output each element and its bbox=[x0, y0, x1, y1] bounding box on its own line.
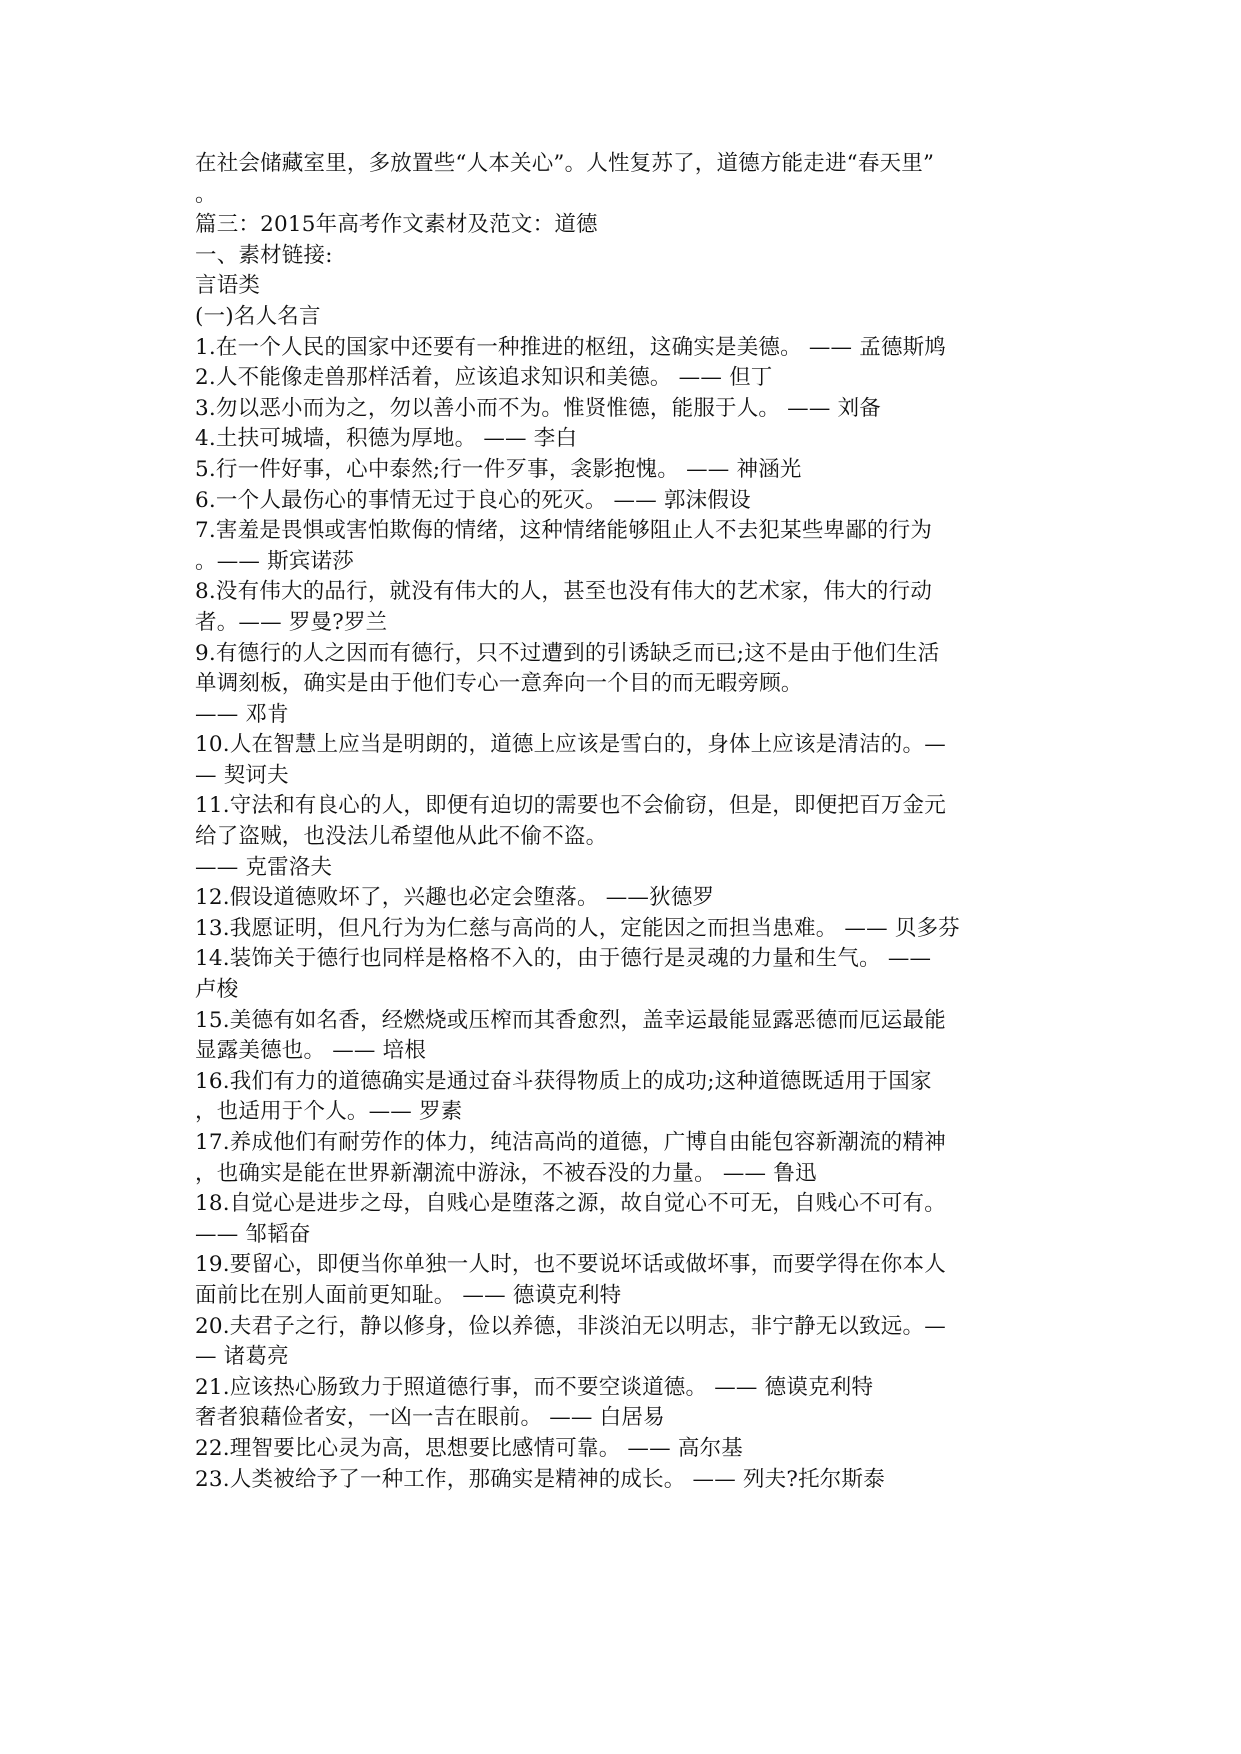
text-line: 面前比在别人面前更知耻。 —— 德谟克利特 bbox=[195, 1282, 622, 1308]
text-line: 23.人类被给予了一种工作，那确实是精神的成长。 —— 列夫?托尔斯泰 bbox=[195, 1466, 885, 1492]
text-line: ，也确实是能在世界新潮流中游泳，不被吞没的力量。 —— 鲁迅 bbox=[195, 1160, 817, 1186]
text-line: 20.夫君子之行，静以修身，俭以养德，非淡泊无以明志，非宁静无以致远。— bbox=[195, 1313, 946, 1339]
text-line: 显露美德也。 —— 培根 bbox=[195, 1038, 427, 1064]
text-line: 19.要留心，即便当你单独一人时，也不要说坏话或做坏事，而要学得在你本人 bbox=[195, 1252, 946, 1278]
text-line: 6.一个人最伤心的事情无过于良心的死灭。 —— 郭沫假设 bbox=[195, 487, 751, 513]
text-line: 22.理智要比心灵为高，思想要比感情可靠。 —— 高尔基 bbox=[195, 1435, 743, 1461]
text-line: 4.土扶可城墙，积德为厚地。 —— 李白 bbox=[195, 426, 578, 452]
text-line: 3.勿以恶小而为之，勿以善小而不为。惟贤惟德，能服于人。 —— 刘备 bbox=[195, 395, 881, 421]
text-line: 8.没有伟大的品行，就没有伟大的人，甚至也没有伟大的艺术家，伟大的行动 bbox=[195, 579, 933, 605]
text-line: 13.我愿证明，但凡行为为仁慈与高尚的人，定能因之而担当患难。 —— 贝多芬 bbox=[195, 915, 960, 941]
text-line: 一、素材链接: bbox=[195, 242, 333, 268]
text-line: 卢梭 bbox=[195, 977, 239, 1003]
text-line: 给了盗贼，也没法儿希望他从此不偷不盗。 bbox=[195, 824, 608, 850]
text-line: 篇三：2015年高考作文素材及范文：道德 bbox=[195, 212, 598, 238]
text-line: 15.美德有如名香，经燃烧或压榨而其香愈烈，盖幸运最能显露恶德而厄运最能 bbox=[195, 1007, 946, 1033]
text-line: 18.自觉心是进步之母，自贱心是堕落之源，故自觉心不可无，自贱心不可有。 bbox=[195, 1191, 946, 1217]
text-line: 11.守法和有良心的人，即便有迫切的需要也不会偷窃，但是，即便把百万金元 bbox=[195, 793, 946, 819]
text-line: 10.人在智慧上应当是明朗的，道德上应该是雪白的，身体上应该是清洁的。— bbox=[195, 732, 946, 758]
text-line: 16.我们有力的道德确实是通过奋斗获得物质上的成功;这种道德既适用于国家 bbox=[195, 1068, 932, 1094]
text-line: 2.人不能像走兽那样活着，应该追求知识和美德。 —— 但丁 bbox=[195, 365, 773, 391]
text-line: 。 bbox=[195, 181, 217, 207]
text-line: ，也适用于个人。—— 罗素 bbox=[195, 1099, 463, 1125]
text-line: — 诸葛亮 bbox=[195, 1344, 289, 1370]
text-line: 单调刻板，确实是由于他们专心一意奔向一个目的而无暇旁顾。 bbox=[195, 671, 803, 697]
text-line: — 契诃夫 bbox=[195, 762, 289, 788]
text-line: 17.养成他们有耐劳作的体力，纯洁高尚的道德，广博自由能包容新潮流的精神 bbox=[195, 1130, 946, 1155]
text-line: —— 邓肯 bbox=[195, 701, 289, 727]
text-line: —— 克雷洛夫 bbox=[195, 854, 333, 880]
text-line: 14.装饰关于德行也同样是格格不入的，由于德行是灵魂的力量和生气。 —— bbox=[195, 946, 932, 972]
text-line: 9.有德行的人之因而有德行，只不过遭到的引诱缺乏而已;这不是由于他们生活 bbox=[195, 640, 940, 666]
text-line: (一)名人名言 bbox=[195, 303, 321, 329]
text-line: 者。—— 罗曼?罗兰 bbox=[195, 609, 388, 635]
text-line: 。—— 斯宾诺莎 bbox=[195, 548, 354, 574]
text-line: 奢者狼藉俭者安，一凶一吉在眼前。 —— 白居易 bbox=[195, 1405, 665, 1431]
text-line: 21.应该热心肠致力于照道德行事，而不要空谈道德。 —— 德谟克利特 bbox=[195, 1374, 874, 1400]
text-line: 在社会储藏室里，多放置些“人本关心”。人性复苏了，道德方能走进“春天里” bbox=[195, 151, 935, 176]
text-line: —— 邹韬奋 bbox=[195, 1221, 311, 1247]
text-line: 5.行一件好事，心中泰然;行一件歹事，衾影抱愧。 —— 神涵光 bbox=[195, 456, 802, 482]
text-line: 12.假设道德败坏了，兴趣也必定会堕落。 ——狄德罗 bbox=[195, 885, 715, 911]
text-line: 1.在一个人民的国家中还要有一种推进的枢纽，这确实是美德。 —— 孟德斯鸠 bbox=[195, 334, 947, 360]
text-line: 7.害羞是畏惧或害怕欺侮的情绪，这种情绪能够阻止人不去犯某些卑鄙的行为 bbox=[195, 518, 933, 544]
document-body bbox=[195, 149, 1060, 1495]
text-line: 言语类 bbox=[195, 273, 261, 299]
